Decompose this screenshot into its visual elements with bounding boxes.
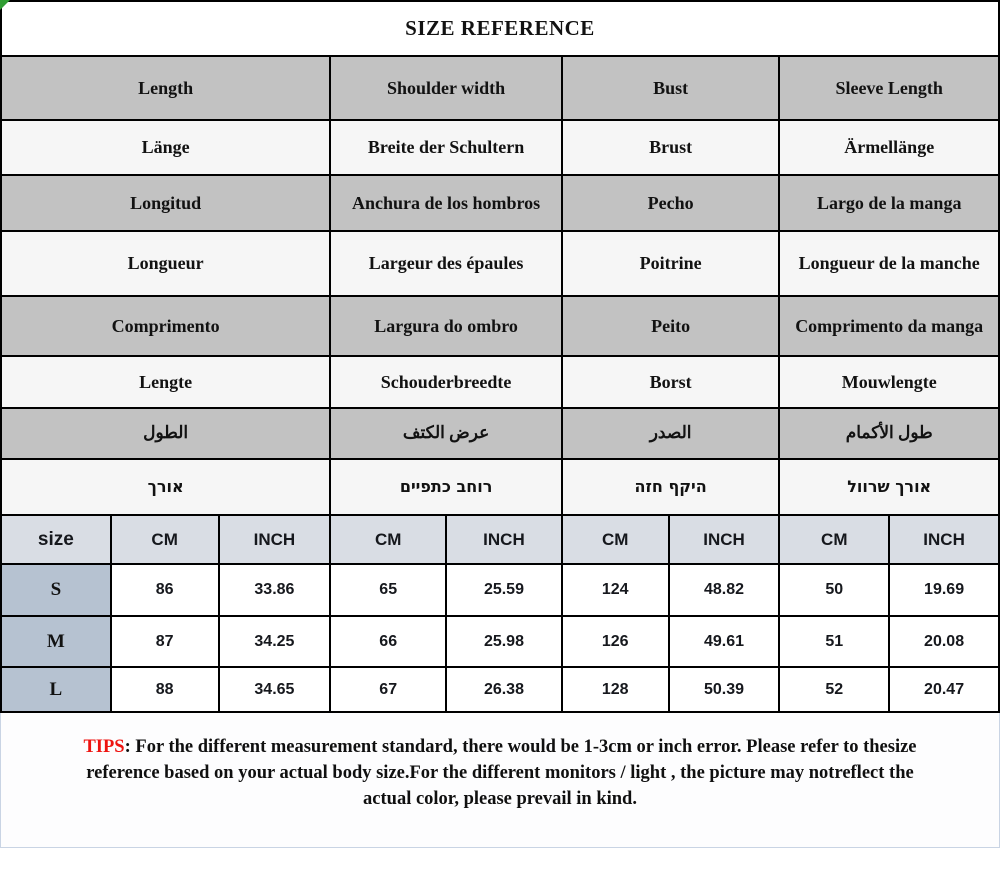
corner-marker-icon	[0, 0, 10, 10]
unit-header-cm: CM	[330, 515, 446, 564]
header-cell-length: אורך	[1, 459, 330, 515]
header-cell-shoulder: Breite der Schultern	[330, 120, 562, 175]
header-cell-shoulder: רוחב כתפיים	[330, 459, 562, 515]
value-cell: 49.61	[669, 616, 780, 667]
header-row-english	[1, 56, 999, 120]
header-cell-bust: Poitrine	[562, 231, 780, 296]
header-cell-bust: Pecho	[562, 175, 780, 231]
header-cell-bust: الصدر	[562, 408, 780, 459]
value-cell: 87	[111, 616, 219, 667]
header-cell-sleeve: Sleeve Length	[779, 56, 999, 120]
header-cell-bust: Brust	[562, 120, 780, 175]
size-label: S	[1, 564, 111, 616]
value-cell: 20.08	[889, 616, 999, 667]
value-cell: 34.65	[219, 667, 331, 712]
value-cell: 25.59	[446, 564, 562, 616]
value-cell: 66	[330, 616, 446, 667]
tips-line-1	[1, 734, 999, 760]
header-cell-shoulder: Largura do ombro	[330, 296, 562, 356]
header-cell-shoulder: Shoulder width	[330, 56, 562, 120]
header-cell-sleeve: Comprimento da manga	[779, 296, 999, 356]
tips-note	[0, 713, 1000, 848]
header-cell-shoulder: Schouderbreedte	[330, 356, 562, 408]
header-cell-sleeve: طول الأكمام	[779, 408, 999, 459]
value-cell: 88	[111, 667, 219, 712]
value-cell: 128	[562, 667, 669, 712]
unit-header-inch: INCH	[669, 515, 780, 564]
header-cell-length: Longitud	[1, 175, 330, 231]
header-cell-bust: Borst	[562, 356, 780, 408]
table-row-size-l	[1, 667, 999, 712]
value-cell: 126	[562, 616, 669, 667]
header-row-portuguese	[1, 296, 999, 356]
header-cell-bust: Peito	[562, 296, 780, 356]
header-row-french	[1, 231, 999, 296]
value-cell: 34.25	[219, 616, 331, 667]
header-cell-shoulder: عرض الكتف	[330, 408, 562, 459]
value-cell: 20.47	[889, 667, 999, 712]
header-cell-length: Lengte	[1, 356, 330, 408]
header-cell-sleeve: Mouwlengte	[779, 356, 999, 408]
header-cell-length: Longueur	[1, 231, 330, 296]
unit-header-cm: CM	[111, 515, 219, 564]
page-title: SIZE REFERENCE	[1, 1, 999, 56]
header-row-german	[1, 120, 999, 175]
header-row-spanish	[1, 175, 999, 231]
value-cell: 33.86	[219, 564, 331, 616]
value-cell: 25.98	[446, 616, 562, 667]
unit-header-inch: INCH	[889, 515, 999, 564]
unit-header-inch: INCH	[219, 515, 331, 564]
value-cell: 52	[779, 667, 889, 712]
value-cell: 51	[779, 616, 889, 667]
table-row-size-s	[1, 564, 999, 616]
value-cell: 65	[330, 564, 446, 616]
tips-line-2: reference based on your actual body size.For the different monitors / light , the picture may notreflect the	[86, 763, 914, 783]
size-column-header: size	[1, 515, 111, 564]
header-cell-sleeve: אורך שרוול	[779, 459, 999, 515]
table-row-size-m	[1, 616, 999, 667]
value-cell: 50.39	[669, 667, 780, 712]
header-cell-shoulder: Largeur des épaules	[330, 231, 562, 296]
unit-header-cm: CM	[562, 515, 669, 564]
table-title-row	[1, 1, 999, 56]
value-cell: 86	[111, 564, 219, 616]
value-cell: 26.38	[446, 667, 562, 712]
size-label: L	[1, 667, 111, 712]
value-cell: 19.69	[889, 564, 999, 616]
header-cell-length: Länge	[1, 120, 330, 175]
header-cell-shoulder: Anchura de los hombros	[330, 175, 562, 231]
value-cell: 48.82	[669, 564, 780, 616]
header-row-arabic	[1, 408, 999, 459]
header-cell-length: الطول	[1, 408, 330, 459]
header-cell-bust: היקף חזה	[562, 459, 780, 515]
unit-header-inch: INCH	[446, 515, 562, 564]
header-row-hebrew	[1, 459, 999, 515]
header-cell-sleeve: Longueur de la manche	[779, 231, 999, 296]
size-label: M	[1, 616, 111, 667]
header-cell-sleeve: Ärmellänge	[779, 120, 999, 175]
value-cell: 50	[779, 564, 889, 616]
header-cell-sleeve: Largo de la manga	[779, 175, 999, 231]
header-cell-length: Length	[1, 56, 330, 120]
tips-text: : For the different measurement standard, there would be 1-3cm or inch error. Please refer to thesize	[124, 737, 917, 757]
units-header-row	[1, 515, 999, 564]
header-cell-length: Comprimento	[1, 296, 330, 356]
value-cell: 124	[562, 564, 669, 616]
header-row-dutch	[1, 356, 999, 408]
header-cell-bust: Bust	[562, 56, 780, 120]
tips-line-3: actual color, please prevail in kind.	[363, 789, 637, 809]
tips-label: TIPS	[83, 737, 125, 757]
unit-header-cm: CM	[779, 515, 889, 564]
value-cell: 67	[330, 667, 446, 712]
